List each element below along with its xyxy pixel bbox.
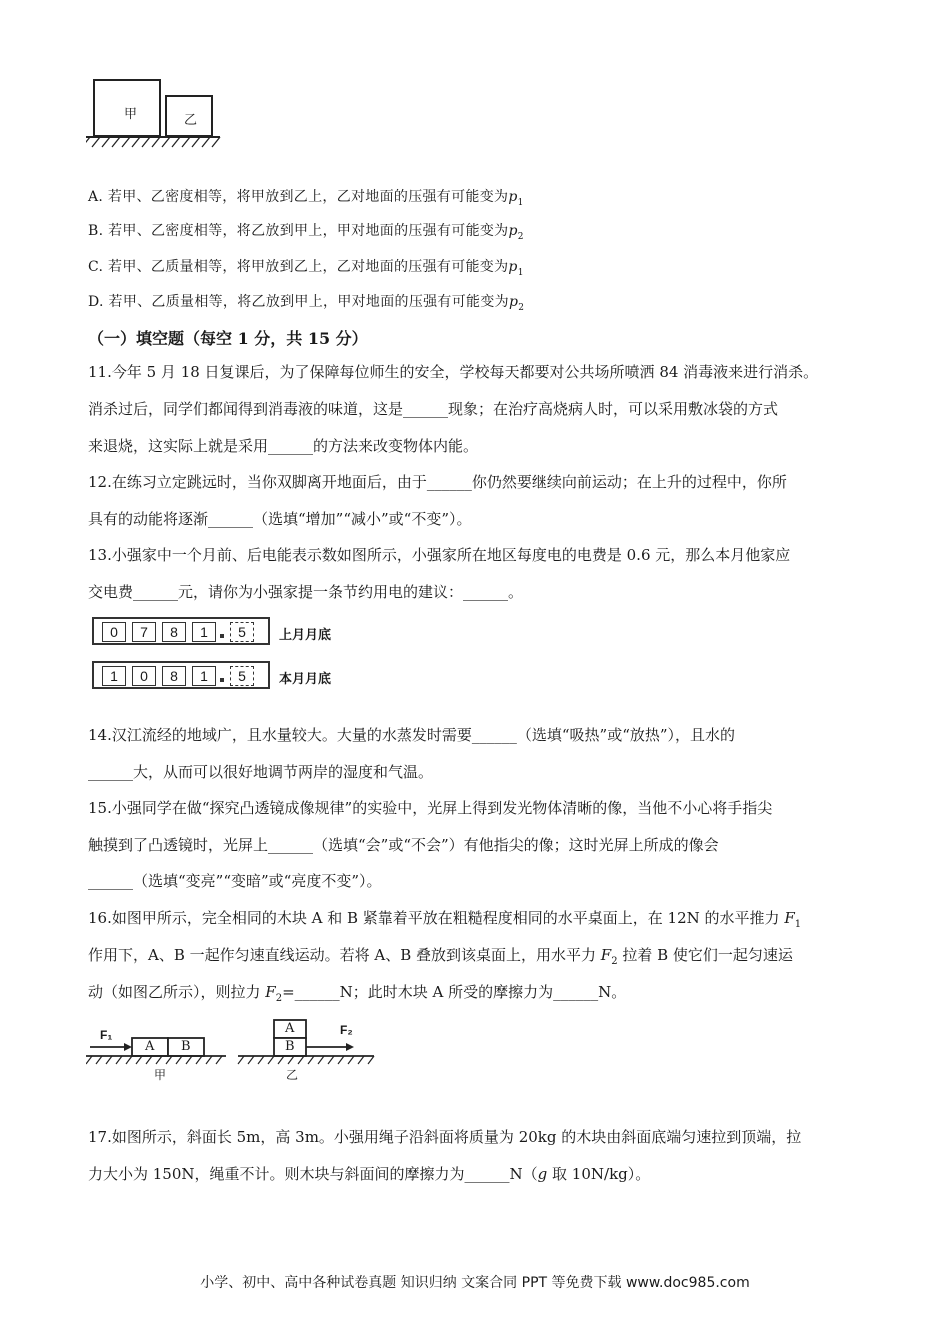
q16-text: 动（如图乙所示），则拉力	[88, 983, 266, 1001]
q11-line1: 11.今年 5 月 18 日复课后，为了保障每位师生的安全，学校每天都要对公共场所喷洒 84 消毒液来进行消杀。	[88, 363, 819, 381]
meter-last-month	[92, 617, 270, 645]
option-a	[88, 186, 524, 208]
block-jia-label: 甲	[124, 107, 138, 122]
q13-line1: 13.小强家中一个月前、后电能表示数如图所示，小强家所在地区每度电的电费是 0.6 元，那么本月他家应	[88, 546, 791, 564]
blocks-figure	[86, 74, 226, 154]
q13-line2: 交电费______元，请你为小强家提一条节约用电的建议：______。	[88, 583, 524, 601]
option-d-var: p	[508, 294, 519, 310]
meter-digit: 8	[162, 622, 186, 642]
option-b-sub: 2	[517, 231, 524, 242]
q16-text: 作用下，A、B 一起作匀速直线运动。若将 A、B 叠放到该桌面上，用水平力	[88, 946, 601, 964]
meter-decimal-digit: 5	[230, 622, 254, 642]
fig16-block-a-right: A	[285, 1021, 295, 1036]
meter-digit: 1	[102, 666, 126, 686]
fig16-caption-yi: 乙	[286, 1068, 299, 1082]
meter-digit: 7	[132, 622, 156, 642]
meter-last-month-label: 上月月底	[279, 628, 332, 643]
q17-line1: 17.如图所示，斜面长 5m，高 3m。小强用绳子沿斜面将质量为 20kg 的木块由斜面底端匀速拉到顶端，拉	[88, 1128, 802, 1146]
option-c-var: p	[508, 259, 518, 275]
q16-text: 拉着 B 使它们一起匀速运	[617, 946, 793, 964]
option-a-var: p	[508, 189, 518, 205]
section-title: （一）填空题（每空 1 分，共 15 分）	[88, 329, 368, 348]
fig16-block-a-left: A	[145, 1039, 155, 1054]
q17-text: 取 10N/kg）。	[547, 1165, 651, 1183]
decimal-point	[220, 634, 224, 638]
decimal-point	[220, 678, 224, 682]
option-c	[88, 256, 524, 278]
q17-line2	[88, 1156, 650, 1192]
q14-line1: 14.汉江流经的地域广，且水量较大。大量的水蒸发时需要______（选填“吸热”或“放热”），且水的	[88, 726, 736, 744]
q17-text: 力大小为 150N，绳重不计。则木块与斜面间的摩擦力为______N（	[88, 1165, 538, 1183]
q14-line2: ______大，从而可以很好地调节两岸的湿度和气温。	[88, 763, 434, 781]
option-b-var: p	[508, 223, 518, 239]
q16-sub: 1	[794, 919, 802, 930]
option-b	[88, 220, 524, 242]
q15-line1: 15.小强同学在做“探究凸透镜成像规律”的实验中，光屏上得到发光物体清晰的像，当他不小心将手指尖	[88, 799, 773, 817]
q16-var: F	[600, 946, 612, 964]
fig16-block-b-left: B	[181, 1039, 191, 1054]
q11-line2: 消杀过后，同学们都闻得到消毒液的味道，这是______现象；在治疗高烧病人时，可以采用敷冰袋的方式	[88, 400, 779, 418]
option-d-text: D. 若甲、乙质量相等，将乙放到甲上，甲对地面的压强有可能变为	[88, 294, 509, 310]
fig16-caption-jia: 甲	[154, 1068, 167, 1082]
q11-line3: 来退烧，这实际上就是采用______的方法来改变物体内能。	[88, 437, 479, 455]
option-a-sub: 1	[517, 197, 524, 208]
q16-sub: 2	[611, 956, 618, 967]
meter-digit: 8	[162, 666, 186, 686]
option-c-sub: 1	[517, 267, 524, 278]
q15-line2: 触摸到了凸透镜时，光屏上______（选填“会”或“不会”）有他指尖的像；这时光屏上所成的像会	[88, 836, 719, 854]
q16-line3	[88, 974, 626, 1017]
fig16-block-b-right: B	[285, 1039, 295, 1054]
q15-line3: ______（选填“变亮”“变暗”或“亮度不变”）。	[88, 872, 382, 890]
option-b-text: B. 若甲、乙密度相等，将乙放到甲上，甲对地面的压强有可能变为	[88, 223, 509, 239]
option-d-sub: 2	[518, 302, 525, 313]
option-d	[88, 291, 524, 313]
meter-this-month	[92, 661, 270, 689]
q16-text: 16.如图甲所示，完全相同的木块 A 和 B 紧靠着平放在粗糙程度相同的水平桌面上，在 12N 的水平推力	[88, 909, 785, 927]
option-a-text: A. 若甲、乙密度相等，将甲放到乙上，乙对地面的压强有可能变为	[88, 189, 509, 205]
meter-digit: 0	[132, 666, 156, 686]
fig16-f2-label: F₂	[340, 1023, 353, 1037]
q16-sub: 2	[275, 993, 283, 1004]
q16-var: F	[784, 909, 795, 927]
q17-var: g	[537, 1165, 548, 1183]
meter-this-month-label: 本月月底	[279, 672, 332, 687]
fig16-f1-label: F₁	[100, 1028, 113, 1042]
block-yi-label: 乙	[184, 113, 198, 128]
q16-var: F	[265, 983, 276, 1001]
q12-line1: 12.在练习立定跳远时，当你双脚离开地面后，由于______你仍然要继续向前运动；在上升的过程中，你所	[88, 473, 787, 491]
meter-decimal-digit: 5	[230, 666, 254, 686]
meter-digit: 1	[192, 666, 216, 686]
q16-text: =______N；此时木块 A 所受的摩擦力为______N。	[282, 983, 627, 1001]
q12-line2: 具有的动能将逐渐______（选填“增加”“减小”或“不变”）。	[88, 510, 472, 528]
page-footer: 小学、初中、高中各种试卷真题 知识归纳 文案合同 PPT 等免费下载 www.doc985.com	[200, 1275, 750, 1291]
option-c-text: C. 若甲、乙质量相等，将甲放到乙上，乙对地面的压强有可能变为	[88, 259, 509, 275]
meter-digit: 0	[102, 622, 126, 642]
meter-digit: 1	[192, 622, 216, 642]
